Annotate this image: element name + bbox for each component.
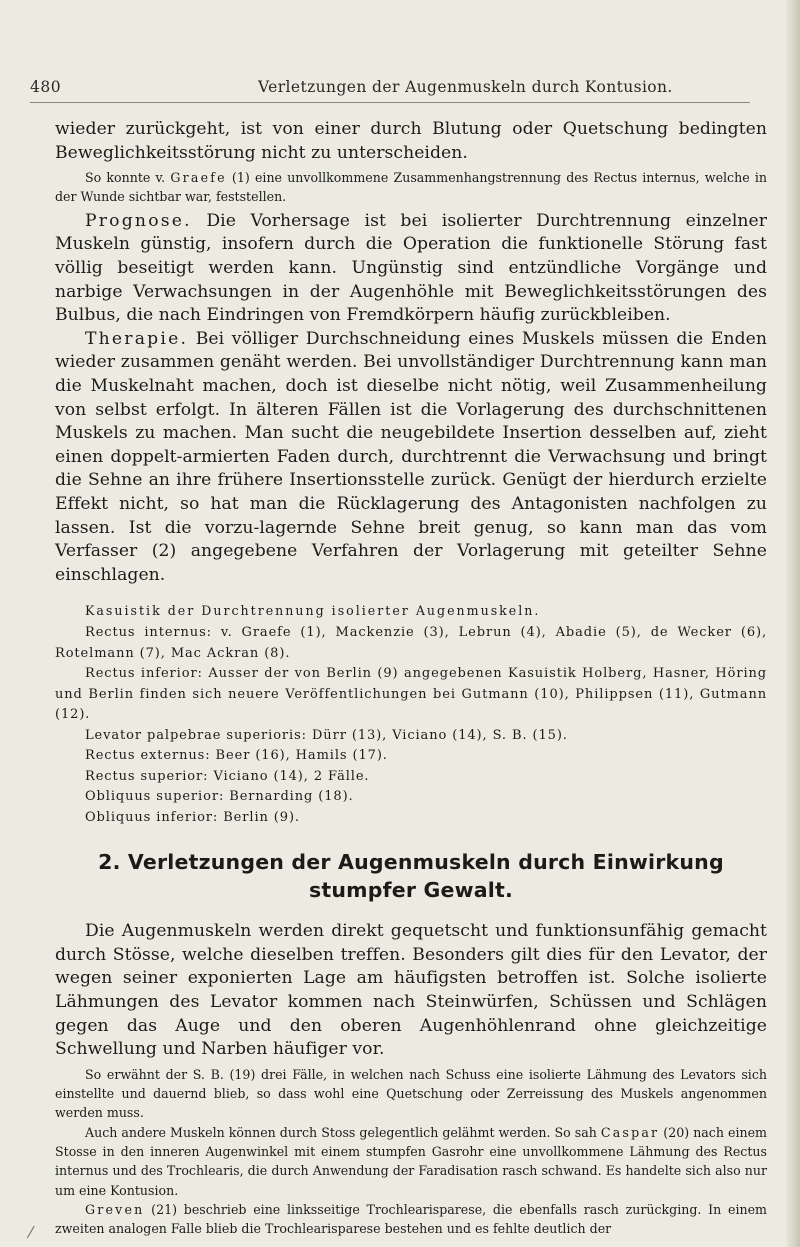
paragraph-stumpfe-gewalt: Die Augenmuskeln werden direkt gequetscht und funktionsunfähig gemacht durch Stösse, welche dieselben treffen. Besonders gilt dies für den Levator, der wegen seiner exponierten Lage am häufigsten betroffen ist. Solche isolierte Lähmungen des Levator kommen nach Steinwürfen, Schüssen und Schlägen gegen das Auge und den oberen Augenhöhlenrand ohne gleichzeitige Schwellung und Narben häufiger vor. — [55, 921, 767, 1060]
note-greven-name: Greven — [85, 1201, 145, 1217]
note-greven — [55, 1200, 767, 1239]
therapie-text: Bei völliger Durchschneidung eines Muskels müssen die Enden wieder zusammen genäht werden. Bei unvollständiger Durchtrennung kann man die Muskelnaht machen, doch ist dieselbe nicht nötig, weil Zusammenheilung von selbst erfolgt. In älteren Fällen ist die Vorlagerung des durchschnittenen Muskels zu machen. Man sucht die neugebildete Insertion desselben auf, zieht einen doppelt-armierten Faden durch, durchtrennt die Verwachsung und bringt die Sehne an ihre frühere Insertionsstelle zurück. Genügt der hierdurch erzielte Effekt nicht, so hat man die Rücklagerung des Antagonisten nachfolgen zu lassen. Ist die vorzu-lagernde Sehne breit genug, so kann man das vom Verfasser (2) angegebene Verfahren der Vorlagerung mit geteilter Sehne einschlagen. — [55, 328, 767, 585]
note-greven-post: (21) beschrieb eine linksseitige Trochlearisparese, die ebenfalls rasch zurückging. In einem zweiten analogen Falle blieb die Trochlearisparese bestehen und es fehlte deutlich der — [55, 1201, 767, 1237]
kasuistik-item-levator: Levator palpebrae superioris: Dürr (13), Viciano (14), S. B. (15). — [85, 727, 568, 743]
prognose-text: Die Vorhersage ist bei isolierter Durchtrennung einzelner Muskeln günstig, insofern durch die Operation die funktionelle Störung fast völlig beseitigt werden kann. Ungünstig sind entzündliche Vorgänge und narbige Verwachsungen in der Augenhöhle mit Beweglichkeitsstörungen des Bulbus, die nach Eindringen von Fremdkörpern häufig zurückbleiben. — [55, 210, 767, 326]
page-body — [55, 118, 767, 1239]
running-header — [30, 78, 750, 102]
kasuistik-item-rectus-internus: Rectus internus: v. Graefe (1), Mackenzie (3), Lebrun (4), Abadie (5), de Wecker (6), Rotelmann (7), Mac Ackran (8). — [55, 625, 767, 661]
section-heading-line2: stumpfer Gewalt. — [308, 878, 514, 903]
therapie-label: Therapie. — [85, 328, 189, 349]
paragraph-therapie — [55, 328, 767, 588]
header-rule — [30, 102, 750, 103]
note-caspar-pre: Auch andere Muskeln können durch Stoss gelegentlich gelähmt werden. So sah — [85, 1124, 601, 1140]
note-graefe-post: (1) eine unvollkommene Zusammenhangstrennung des Rectus internus, welche in der Wunde sichtbar war, feststellen. — [55, 170, 767, 205]
page-edge-shadow — [786, 0, 800, 1247]
prognose-label: Prognose. — [85, 210, 192, 231]
kasuistik-title: Kasuistik der Durchtrennung isolierter Augenmuskeln. — [85, 603, 541, 619]
note-caspar-name: Caspar — [600, 1124, 660, 1140]
note-graefe — [55, 168, 767, 207]
kasuistik-item-rectus-externus: Rectus externus: Beer (16), Hamils (17). — [85, 748, 388, 764]
kasuistik-item-obliquus-inferior: Obliquus inferior: Berlin (9). — [85, 809, 300, 825]
note-graefe-pre: So konnte v. — [85, 170, 171, 186]
page-number: 480 — [30, 78, 62, 96]
page-mark — [27, 1226, 38, 1241]
kasuistik-item-rectus-inferior: Rectus inferior: Ausser der von Berlin (9) angegebenen Kasuistik Holberg, Hasner, Höring und Berlin finden sich neuere Veröffentlichungen bei Gutmann (10), Philippsen (11), Gutmann (12). — [55, 666, 767, 723]
paragraph-continuation: wieder zurückgeht, ist von einer durch Blutung oder Quetschung bedingten Beweglichkeitsstörung nicht zu unterscheiden. — [55, 119, 767, 163]
note-s-b: So erwähnt der S. B. (19) drei Fälle, in welchen nach Schuss eine isolierte Lähmung des Levators sich einstellte und dauernd blieb, so dass wohl eine Quetschung oder Zerreissung des Muskels angenommen werden muss. — [55, 1066, 767, 1121]
section-heading — [55, 848, 767, 904]
running-title: Verletzungen der Augenmuskeln durch Kontusion. — [258, 78, 673, 96]
kasuistik-item-obliquus-superior: Obliquus superior: Bernarding (18). — [85, 789, 354, 805]
note-caspar-post: (20) nach einem Stosse in den inneren Augenwinkel mit einem stumpfen Gasrohr eine unvollkommene Lähmung des Rectus internus und des Trochlearis, die durch Anwendung der Faradisation rasch schwand. Es handelte sich also nur um eine Kontusion. — [55, 1124, 767, 1198]
note-graefe-name: Graefe — [170, 170, 227, 186]
paragraph-prognose — [55, 210, 767, 328]
note-caspar — [55, 1123, 767, 1200]
kasuistik-item-rectus-superior: Rectus superior: Viciano (14), 2 Fälle. — [85, 768, 370, 784]
section-heading-line1: 2. Verletzungen der Augenmuskeln durch Einwirkung — [98, 850, 724, 875]
